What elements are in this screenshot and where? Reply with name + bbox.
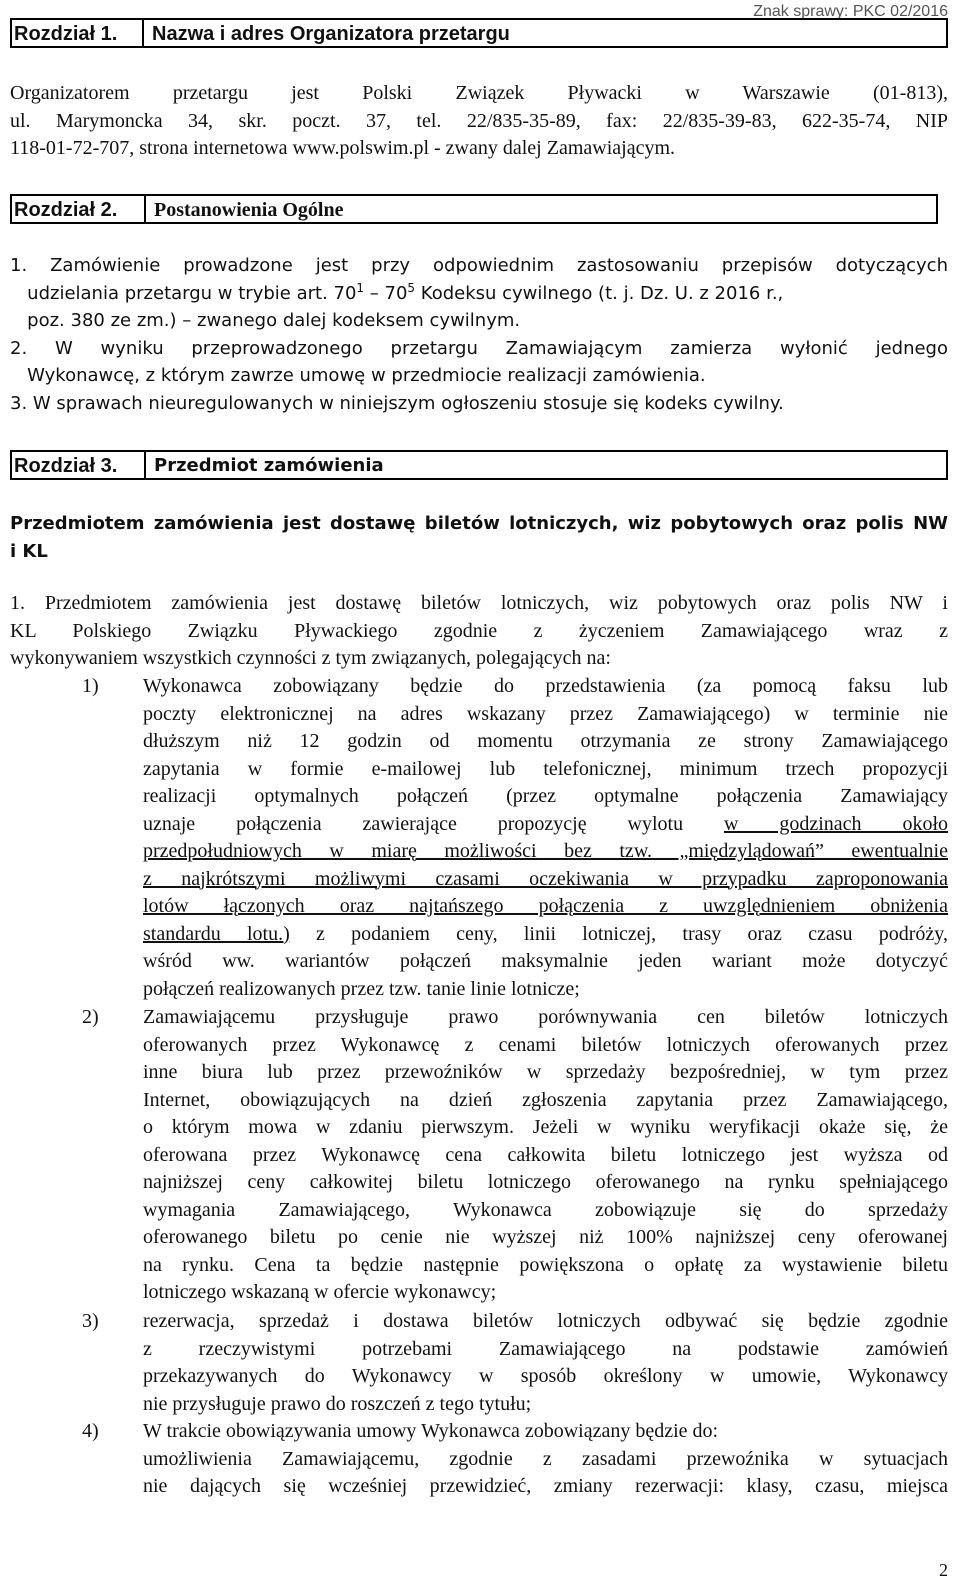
underlined-run: standardu lotu.) [143,922,290,945]
item-line: realizacji optymalnych połączeń (przez optymalne połączenia Zamawiający [143,785,948,807]
item-line: nie przysługuje prawo do roszczeń z tego tytułu; [143,1392,532,1415]
organizer-line: 118-01-72-707, strona internetowa www.polswim.pl - zwany dalej Zamawiającym. [10,137,675,159]
subject-heading [10,510,948,565]
item-line: najniższej ceny całkowitej biletu lotniczego oferowanego na rynku spełniającego [143,1171,948,1193]
subject-heading-line: i KL [10,540,48,562]
item-4-text [143,1418,948,1501]
item-line: połączeń realizowanych przez tzw. tanie linie lotnicze; [143,977,580,1000]
text-run: Kodeksu cywilnego (t. j. Dz. U. z 2016 r., [415,282,784,304]
text-run: udzielania przetargu w trybie art. 70 [27,282,357,304]
text-run: Wykonawcę, z którym zawrze umowę w przedmiocie realizacji zamówienia. [27,365,706,386]
provision-1-line [10,280,948,308]
item-line: na rynku. Cena ta będzie następnie powiększona o opłatę za wystawienie biletu [143,1253,948,1276]
text-run: – 70 [364,282,408,304]
superscript: 5 [407,280,416,295]
item-line: poczty elektronicznej na adres wskazany przez Zamawiającego) w terminie nie [143,702,948,725]
item-2-text [143,1004,948,1307]
item-1-text [143,673,948,1003]
intro-line: wykonywaniem wszystkich czynności z tym związanych, polegających na: [10,647,611,669]
page-number: 2 [939,1560,948,1580]
provision-2-line [10,362,948,390]
subject-heading-line: Przedmiotem zamówienia jest dostawę biletów lotniczych, wiz pobytowych oraz polis NW [10,513,948,534]
section-3-number: Rozdział 3. [12,452,146,478]
item-line: przekazywanych do Wykonawcy w sposób określony w umowie, Wykonawcy [143,1365,948,1387]
section-3-title: Przedmiot zamówienia [154,455,384,476]
provision-1-line: 1. Zamówienie prowadzone jest przy odpowiednim zastosowaniu przepisów dotyczących [10,255,948,276]
section-1-number: Rozdział 1. [12,20,144,46]
organizer-line: Organizatorem przetargu jest Polski Związek Pływacki w Warszawie (01-813), [10,82,948,104]
item-line: lotów łączonych oraz najtańszego połączenia z uwzględnieniem obniżenia [143,895,948,917]
item-line: lotniczego wskazaną w ofercie wykonawcy; [143,1281,497,1303]
organizer-line: ul. Marymoncka 34, skr. poczt. 37, tel. 22/835-35-89, fax: 22/835-39-83, 622-35-74, NIP [10,109,948,132]
text-run: z podaniem ceny, linii lotniczej, trasy oraz czasu podróży, [289,922,948,945]
item-line: wśród ww. wariantów połączeń maksymalnie jeden wariant może dotyczyć [143,950,948,972]
provision-2-line: 2. W wyniku przeprowadzonego przetargu Zamawiającym zamierza wyłonić jednego [10,337,948,359]
item-line: nie dających się wcześniej przewidzieć, zmiany rezerwacji: klasy, czasu, miejsca [143,1475,948,1497]
item-1-label: 1) [82,675,99,697]
item-line: umożliwienia Zamawiającemu, zgodnie z zasadami przewoźnika w sytuacjach [143,1447,948,1470]
item-3-label: 3) [82,1310,99,1332]
item-line: oferowanych przez Wykonawcę z cenami biletów lotniczych oferowanych przez [143,1033,948,1056]
organizer-paragraph [10,80,948,163]
section-2-title: Postanowienia Ogólne [154,199,344,221]
case-reference: Znak sprawy: PKC 02/2016 [753,3,948,20]
item-line [143,811,948,839]
underlined-run: w godzinach około [724,812,948,835]
general-provisions [10,252,948,417]
item-line: zapytania w formie e-mailowej lub telefonicznej, minimum trzech propozycji [143,757,948,780]
item-line: W trakcie obowiązywania umowy Wykonawca zobowiązany będzie do: [143,1420,719,1442]
item-line: z najkrótszymi możliwymi czasami oczekiwania w przypadku zaproponowania [143,867,948,890]
subject-intro [10,590,948,673]
item-line: rezerwacja, sprzedaż i dostawa biletów lotniczych odbywać się będzie zgodnie [143,1310,948,1332]
item-line: dłuższym niż 12 godzin od momentu otrzymania ze strony Zamawiającego [143,730,948,752]
section-2-header [10,194,938,224]
item-2-label: 2) [82,1006,99,1028]
intro-line: KL Polskiego Związku Pływackiego zgodnie z życzeniem Zamawiającego wraz z [10,619,948,642]
provision-1-line [10,307,948,335]
item-line [143,921,948,949]
item-line: o którym mowa w zdaniu pierwszym. Jeżeli w wyniku weryfikacji okaże się, że [143,1116,948,1138]
section-3-header [10,450,948,480]
item-line: inne biura lub przez przewoźników w sprzedaży bezpośredniej, w tym przez [143,1061,948,1083]
item-line: oferowana przez Wykonawcę cena całkowita biletu lotniczego jest wyższa od [143,1143,948,1166]
item-line: z rzeczywistymi potrzebami Zamawiającego na podstawie zamówień [143,1337,948,1360]
section-1-header [10,18,948,48]
text-run: uznaje połączenia zawierające propozycję wylotu [143,812,724,835]
provision-3-line: 3. W sprawach nieuregulowanych w niniejszym ogłoszeniu stosuje się kodeks cywilny. [10,392,784,414]
intro-line: 1. Przedmiotem zamówienia jest dostawę biletów lotniczych, wiz pobytowych oraz polis NW i [10,592,948,614]
item-line: wymagania Zamawiającego, Wykonawca zobowiązuje się do sprzedaży [143,1198,948,1221]
section-1-title: Nazwa i adres Organizatora przetargu [152,23,510,45]
item-4-label: 4) [82,1420,99,1442]
item-line: Zamawiającemu przysługuje prawo porównywania cen biletów lotniczych [143,1006,948,1028]
text-run: poz. 380 ze zm.) – zwanego dalej kodeksem cywilnym. [27,310,521,331]
superscript: 1 [356,280,365,295]
item-3-text [143,1308,948,1418]
item-line: Wykonawca zobowiązany będzie do przedstawienia (za pomocą faksu lub [143,675,948,697]
item-line: oferowanego biletu po cenie nie wyższej niż 100% najniższej ceny oferowanej [143,1226,948,1248]
item-line: przedpołudniowych w miarę możliwości bez tzw. „międzylądowań” ewentualnie [143,840,948,862]
item-line: Internet, obowiązujących na dzień zgłoszenia zapytania przez Zamawiającego, [143,1088,948,1111]
section-2-number: Rozdział 2. [12,196,146,222]
